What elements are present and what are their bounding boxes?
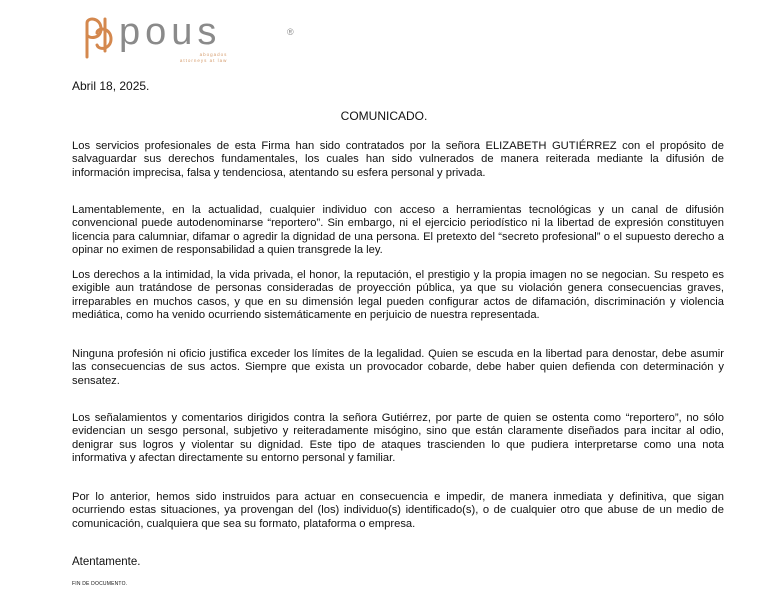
brand-wordmark: pous [119, 11, 222, 53]
paragraph-4: Ninguna profesión ni oficio justifica exceder los límites de la legalidad. Quien se escuda en la libertad para denostar, debe asumir las consecuencias de sus actos. Siempre que exista un provocador cobarde, debe haber quien defienda con determinación y sensatez. [72, 348, 724, 387]
brand-tagline-1: abogados [199, 52, 228, 57]
letter-date: Abril 18, 2025. [72, 79, 150, 93]
paragraph-2: Lamentablemente, en la actualidad, cualquier individuo con acceso a herramientas tecnológicas y un canal de difusión convencional puede autodenominarse “reportero”. Sin embargo, ni el ejercicio periodístico ni la libertad de expresión constituyen licencia para calumniar, difamar o agredir la dignidad de una persona. El pretexto del “secreto profesional” o el supuesto derecho a opinar no eximen de responsabilidad a quien transgrede la ley. [72, 204, 724, 257]
brand-tagline-2: attorneys at law [179, 58, 228, 63]
closing-text: Atentamente. [72, 556, 141, 568]
registered-mark: ® [287, 27, 294, 37]
paragraph-6: Por lo anterior, hemos sido instruidos para actuar en consecuencia e impedir, de manera inmediata y definitiva, que sigan ocurriendo estas situaciones, ya provengan del (los) individuo(s) identificado(s), o de cualquier otro que abuse de un medio de comunicación, cualquiera que sea su formato, plataforma o empresa. [72, 491, 724, 530]
pous-monogram-icon [75, 13, 117, 59]
firm-logo [75, 11, 294, 63]
paragraph-5: Los señalamientos y comentarios dirigidos contra la señora Gutiérrez, por parte de quien se ostenta como “reportero”, no sólo evidencian un sesgo personal, subjetivo y reiteradamente misógino, sino que están claramente diseñados para incitar al odio, denigrar sus logros y violentar su dignidad. Este tipo de ataques trascienden lo que pudiera interpretarse como una nota informativa y afectan directamente su entorno personal y familiar. [72, 412, 724, 465]
paragraph-1: Los servicios profesionales de esta Firma han sido contratados por la señora ELIZABETH GUTIÉRREZ con el propósito de salvaguardar sus derechos fundamentales, los cuales han sido vulnerados de manera reiterada mediante la difusión de información imprecisa, falsa y tendenciosa, atentando su esfera personal y privada. [72, 140, 724, 179]
letter-title: COMUNICADO. [340, 109, 428, 123]
end-of-document-note: FIN DE DOCUMENTO. [72, 581, 128, 587]
paragraph-3: Los derechos a la intimidad, la vida privada, el honor, la reputación, el prestigio y la propia imagen no se negocian. Su respeto es exigible aun tratándose de personas consideradas de proyección pública, ya que su violación genera consecuencias graves, irreparables en muchos casos, y que en su dimensión legal pueden configurar actos de difamación, discriminación y violencia mediática, como ha venido ocurriendo sistemáticamente en perjuicio de nuestra representada. [72, 269, 724, 322]
brand-text [119, 11, 294, 63]
